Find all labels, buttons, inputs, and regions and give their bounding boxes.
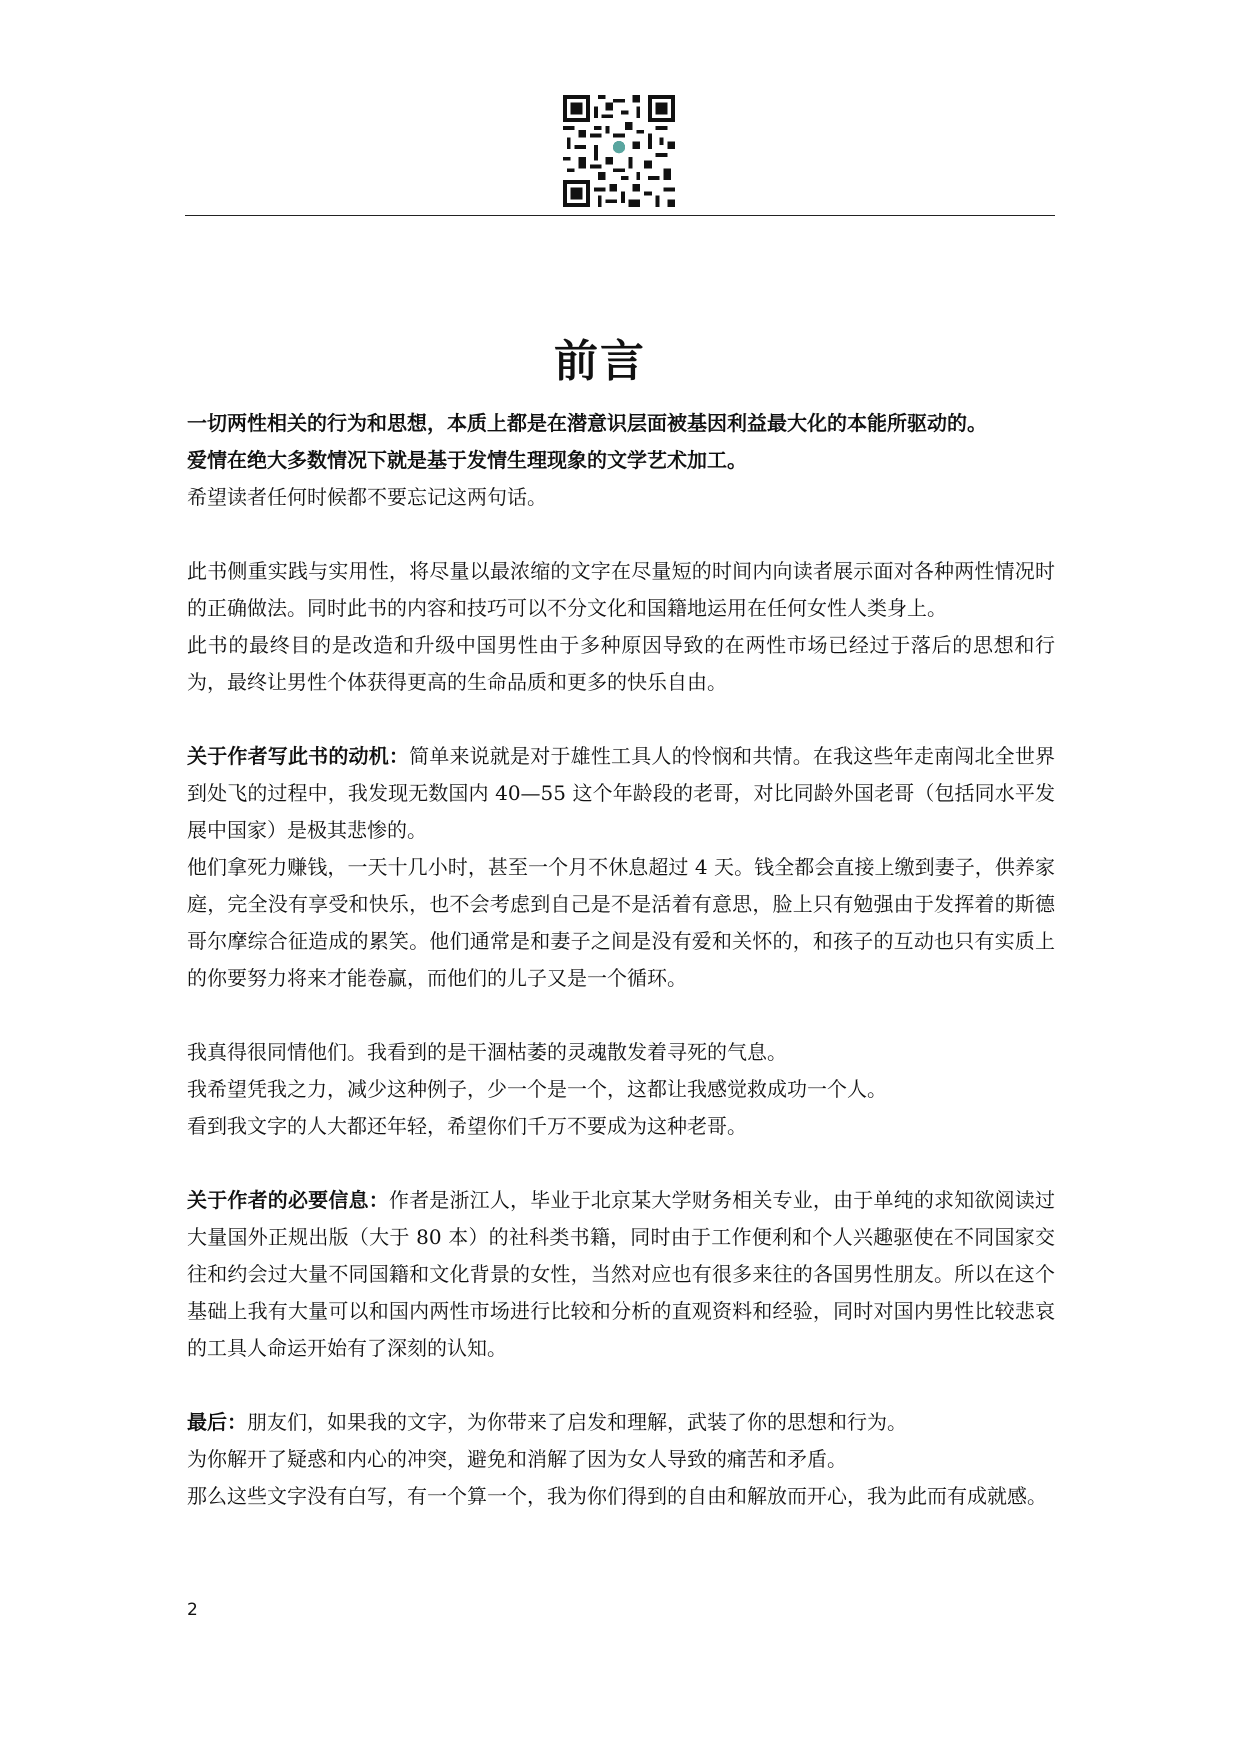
sympathy-line-3: 看到我文字的人大都还年轻，希望你们千万不要成为这种老哥。 — [187, 1114, 747, 1138]
purpose-paragraph-2: 此书的最终目的是改造和升级中国男性由于多种原因导致的在两性市场已经过于落后的思想和行为，最终让男性个体获得更高的生命品质和更多的快乐自由。 — [187, 633, 1055, 694]
purpose-paragraph-1: 此书侧重实践与实用性，将尽量以最浓缩的文字在尽量短的时间内向读者展示面对各种两性情况时的正确做法。同时此书的内容和技巧可以不分文化和国籍地运用在任何女性人类身上。 — [187, 559, 1055, 620]
intro-bold-line-2: 爱情在绝大多数情况下就是基于发情生理现象的文学艺术加工。 — [187, 448, 747, 472]
closing-text-1: 朋友们，如果我的文字，为你带来了启发和理解，武装了你的思想和行为。 — [247, 1410, 907, 1434]
page-title: 前言 — [554, 336, 646, 388]
motivation-paragraph — [187, 738, 1055, 849]
closing-text-3: 那么这些文字没有白写，有一个算一个，我为你们得到的自由和解放而开心，我为此而有成就感。 — [187, 1484, 1047, 1508]
header-divider — [185, 215, 1055, 216]
motivation-paragraph-2: 他们拿死力赚钱，一天十几小时，甚至一个月不休息超过 4 天。钱全都会直接上缴到妻子，供养家庭，完全没有享受和快乐，也不会考虑到自己是不是活着有意思，脸上只有勉强由于发挥着的斯德哥尔摩综合征造成的累笑。他们通常是和妻子之间是没有爱和关怀的，和孩子的互动也只有实质上的你要努力将来才能卷赢，而他们的儿子又是一个循环。 — [187, 855, 1055, 990]
document-body — [187, 405, 1055, 1515]
page-number: 2 — [187, 1600, 198, 1620]
intro-plain-line: 希望读者任何时候都不要忘记这两句话。 — [187, 485, 547, 509]
sympathy-line-1: 我真得很同情他们。我看到的是干涸枯萎的灵魂散发着寻死的气息。 — [187, 1040, 787, 1064]
intro-bold-line-1: 一切两性相关的行为和思想，本质上都是在潜意识层面被基因利益最大化的本能所驱动的。 — [187, 411, 987, 435]
sympathy-line-2: 我希望凭我之力，减少这种例子，少一个是一个，这都让我感觉救成功一个人。 — [187, 1077, 887, 1101]
author-info-paragraph — [187, 1182, 1055, 1367]
closing-paragraph — [187, 1404, 1055, 1441]
motivation-label: 关于作者写此书的动机： — [187, 744, 410, 768]
qr-code — [563, 95, 675, 207]
motivation-text: 简单来说就是对于雄性工具人的怜悯和共情。在我这些年走南闯北全世界到处飞的过程中，我发现无数国内 40—55 这个年龄段的老哥，对比同龄外国老哥（包括同水平发展中国家）是极其悲惨的。 — [187, 744, 1056, 842]
author-info-label: 关于作者的必要信息： — [187, 1188, 389, 1212]
author-info-text: 作者是浙江人，毕业于北京某大学财务相关专业，由于单纯的求知欲阅读过大量国外正规出版（大于 80 本）的社科类书籍，同时由于工作便利和个人兴趣驱使在不同国家交往和约会过大量不同国籍和文化背景的女性，当然对应也有很多来往的各国男性朋友。所以在这个基础上我有大量可以和国内两性市场进行比较和分析的直观资料和经验，同时对国内男性比较悲哀的工具人命运开始有了深刻的认知。 — [187, 1188, 1056, 1360]
closing-text-2: 为你解开了疑惑和内心的冲突，避免和消解了因为女人导致的痛苦和矛盾。 — [187, 1447, 847, 1471]
closing-label: 最后： — [187, 1410, 247, 1434]
